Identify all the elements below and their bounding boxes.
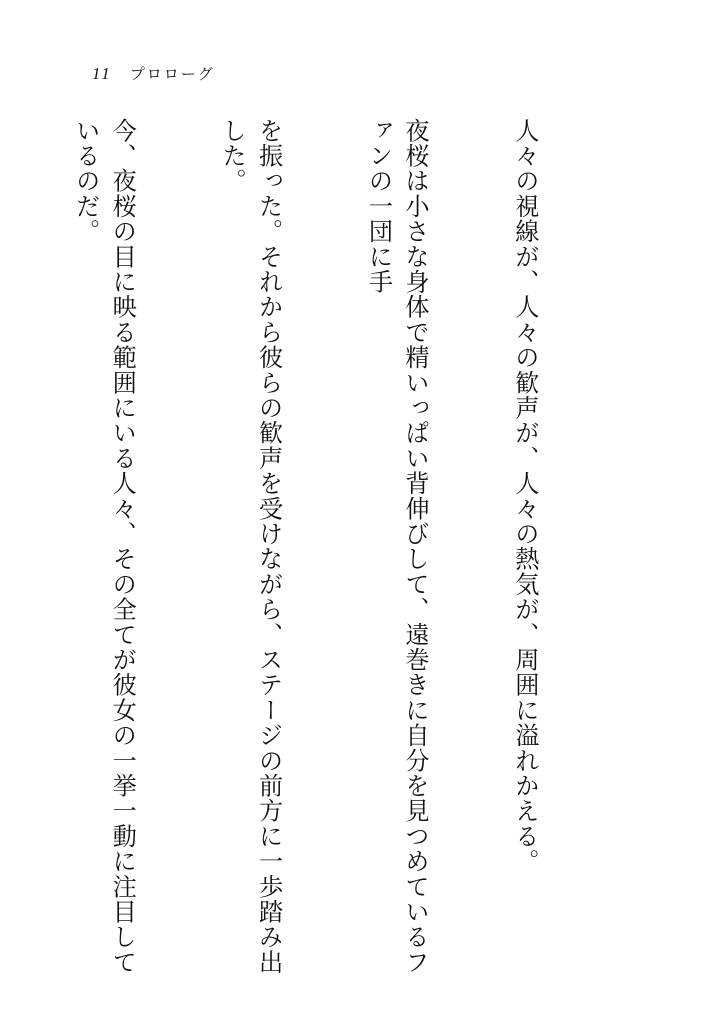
- novel-body-text: [71, 118, 616, 998]
- running-title: プロローグ: [129, 65, 215, 83]
- text-line: 人々の視線が、人々の歓声が、人々の熱気が、周囲に溢れかえる。: [510, 118, 539, 874]
- text-line: 今、夜桜の目に映る範囲にいる人々、その全てが彼女の一挙一動に注目しているのだ。: [71, 118, 137, 975]
- text-line: を振った。それから彼らの歓声を受けながら、ステージの前方に一歩踏み出した。: [218, 118, 283, 975]
- page-number: 11: [92, 64, 112, 83]
- text-line: 夜桜は小さな身体で精いっぱい背伸びして、遠巻きに自分を見つめているファンの一団に手: [364, 118, 430, 975]
- page-header: [92, 63, 215, 84]
